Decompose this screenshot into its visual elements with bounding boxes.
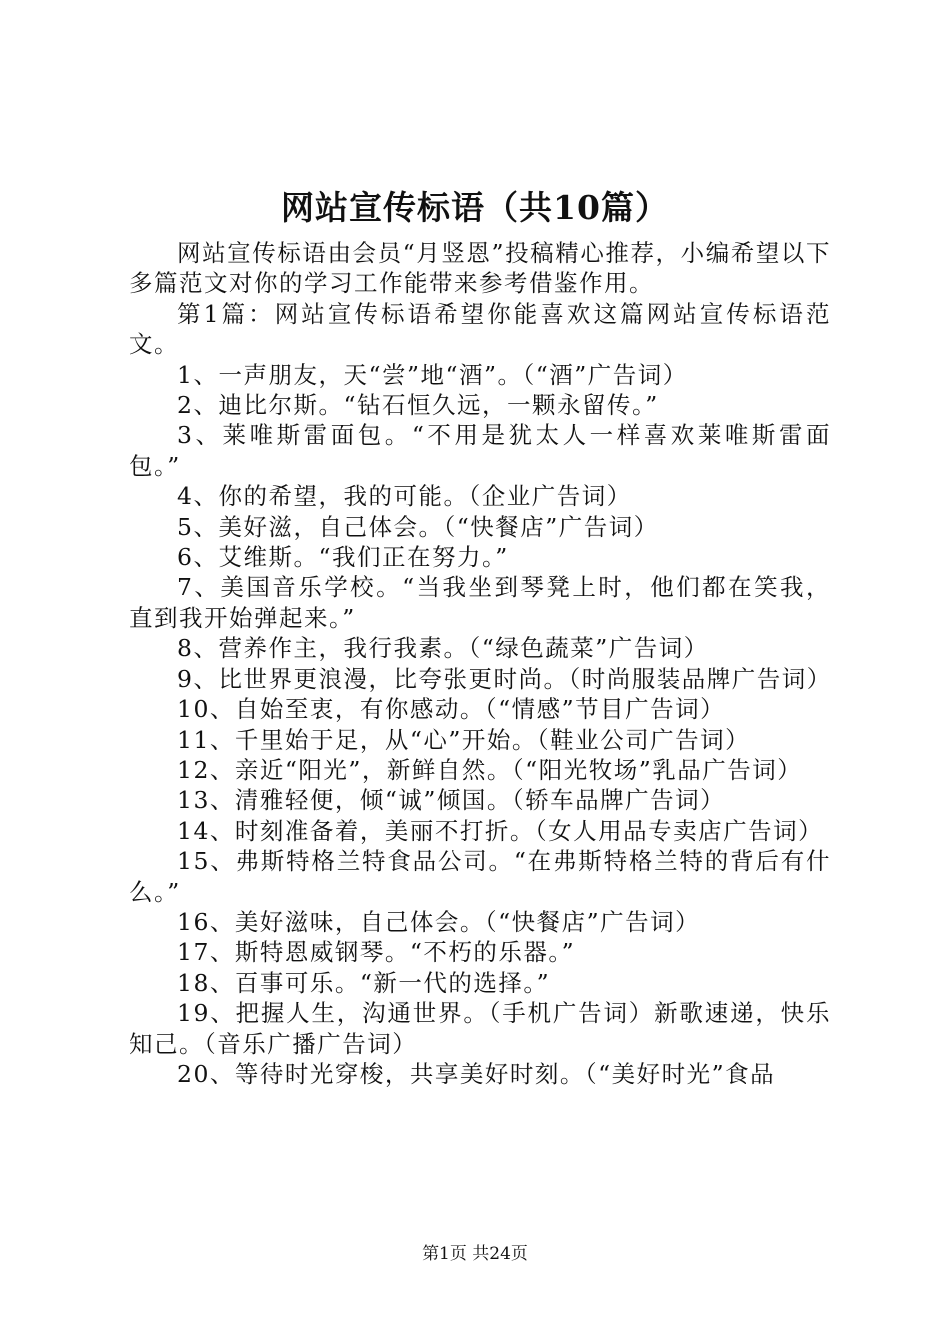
document-title: 网站宣传标语（共10篇）	[281, 188, 669, 227]
slogan-item: 4、你的希望，我的可能。（企业广告词）	[177, 482, 632, 511]
intro-paragraph: 网站宣传标语由会员“月竖恩”投稿精心推荐，小编希望以下多篇范文对你的学习工作能带来参考借鉴作用。	[129, 239, 831, 298]
slogan-item: 17、斯特恩威钢琴。“不朽的乐器。”	[177, 938, 576, 967]
slogan-item: 5、美好滋，自己体会。（“快餐店”广告词）	[177, 512, 659, 541]
slogan-item: 16、美好滋味，自己体会。（“快餐店”广告词）	[177, 907, 701, 936]
slogan-item: 20、等待时光穿梭，共享美好时刻。（“美好时光”食品	[177, 1059, 776, 1088]
slogan-item: 8、营养作主，我行我素。（“绿色蔬菜”广告词）	[177, 634, 709, 663]
slogan-item: 15、弗斯特格兰特食品公司。“在弗斯特格兰特的背后有什么。”	[129, 847, 831, 906]
slogan-item: 13、清雅轻便，倾“诚”倾国。（轿车品牌广告词）	[177, 786, 726, 815]
slogan-item: 11、千里始于足，从“心”开始。（鞋业公司广告词）	[177, 725, 751, 754]
slogan-item: 12、亲近“阳光”，新鲜自然。（“阳光牧场”乳品广告词）	[177, 755, 803, 784]
slogan-item: 9、比世界更浪漫，比夸张更时尚。（时尚服装品牌广告词）	[177, 664, 832, 693]
slogan-item: 3、莱唯斯雷面包。“不用是犹太人一样喜欢莱唯斯雷面包。”	[129, 421, 831, 480]
slogan-item: 10、自始至衷，有你感动。（“情感”节目广告词）	[177, 695, 726, 724]
slogan-item: 1、一声朋友，天“尝”地“酒”。（“酒”广告词）	[177, 360, 688, 389]
slogan-item: 19、把握人生，沟通世界。（手机广告词）新歌速递，快乐知己。（音乐广播广告词）	[129, 999, 831, 1058]
slogan-item: 6、艾维斯。“我们正在努力。”	[177, 543, 509, 572]
page-indicator: 第1页 共24页	[422, 1244, 528, 1264]
slogan-item: 14、时刻准备着，美丽不打折。（女人用品专卖店广告词）	[177, 816, 824, 845]
slogan-item: 7、美国音乐学校。“当我坐到琴凳上时，他们都在笑我，直到我开始弹起来。”	[129, 573, 831, 632]
document-body	[129, 238, 831, 1089]
slogan-item: 18、百事可乐。“新一代的选择。”	[177, 968, 551, 997]
slogan-item: 2、迪比尔斯。“钻石恒久远，一颗永留传。”	[177, 391, 659, 420]
section-heading-paragraph: 第1篇：网站宣传标语希望你能喜欢这篇网站宣传标语范文。	[129, 299, 831, 359]
